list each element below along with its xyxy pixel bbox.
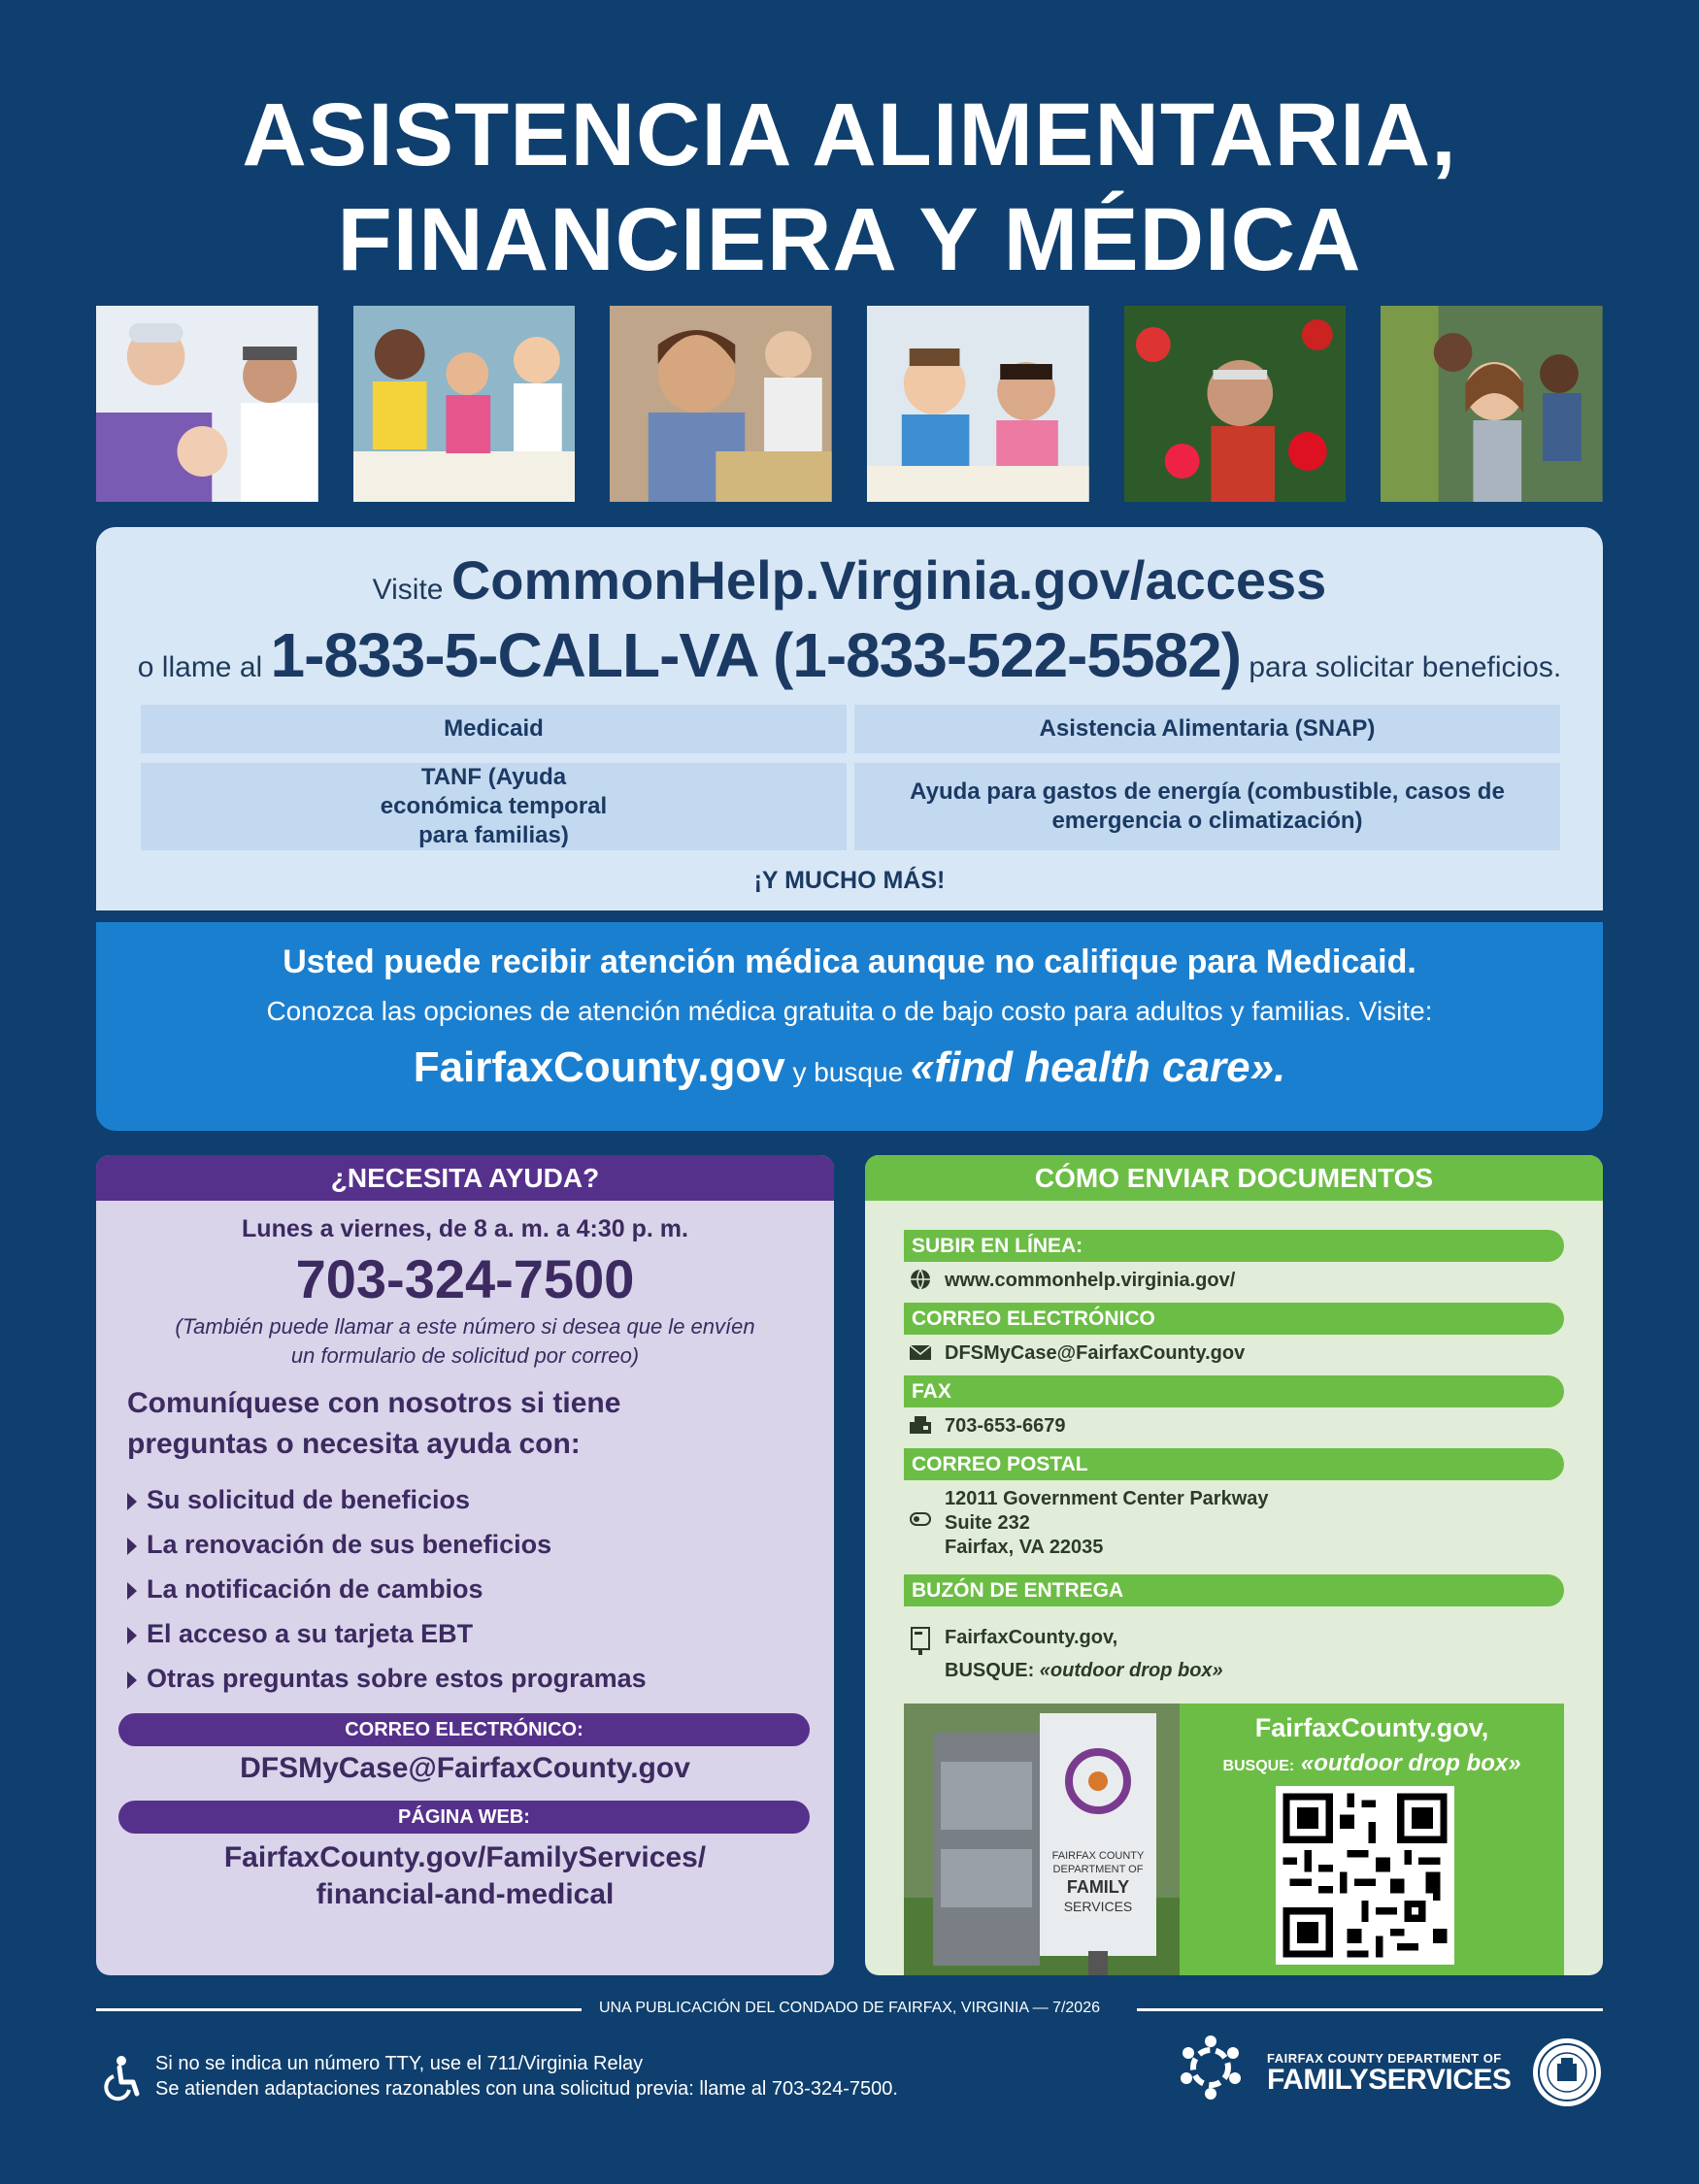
county-seal-icon	[1531, 2036, 1603, 2108]
online-label: SUBIR EN LÍNEA:	[904, 1230, 1564, 1262]
address-line-3: Fairfax, VA 22035	[945, 1537, 1104, 1558]
drop-search-term: «outdoor drop box»	[1039, 1660, 1223, 1681]
help-web-line-1: FairfaxCounty.gov/FamilyServices/	[223, 1841, 707, 1873]
list-item	[127, 1611, 647, 1656]
benefit-medicaid: Medicaid	[141, 705, 847, 753]
qr-code[interactable]	[1276, 1786, 1454, 1965]
page-title	[0, 83, 1699, 292]
sign-line-3: FAMILY	[1066, 1877, 1130, 1897]
tty-note	[155, 2051, 898, 2101]
fax-row	[910, 1414, 1066, 1439]
search-middle-text: y busque	[792, 1057, 904, 1087]
fax-number: 703-653-6679	[945, 1415, 1066, 1437]
help-topic: Su solicitud de beneficios	[147, 1485, 471, 1514]
help-topics-list	[127, 1477, 647, 1701]
help-topic: Otras preguntas sobre estos programas	[147, 1664, 647, 1693]
help-email-label: CORREO ELECTRÓNICO:	[118, 1713, 810, 1746]
address-line-2: Suite 232	[945, 1512, 1030, 1534]
arrow-right-icon	[127, 1582, 137, 1600]
help-web-link[interactable]	[96, 1839, 834, 1913]
call-prefix: o llame al	[137, 651, 263, 683]
fax-label: FAX	[904, 1375, 1564, 1407]
help-note-line-1: (También puede llamar a este número si desea que le envíen	[175, 1314, 755, 1339]
help-topic: La renovación de sus beneficios	[147, 1530, 552, 1559]
mailing-address	[945, 1487, 1269, 1560]
help-contact-line-2: preguntas o necesita ayuda con:	[127, 1428, 581, 1460]
drop-box-row	[910, 1621, 1223, 1687]
drop-box-icon	[910, 1627, 931, 1656]
find-health-care-term: «find health care».	[910, 1043, 1286, 1091]
drop-box-photo	[904, 1704, 1180, 1975]
wheelchair-accessibility-icon	[96, 2055, 143, 2101]
help-email-link[interactable]: DFSMyCase@FairfaxCounty.gov	[240, 1752, 690, 1784]
visit-prefix: Visite	[372, 574, 444, 606]
benefit-snap: Asistencia Alimentaria (SNAP)	[854, 705, 1560, 753]
photo-doctor-baby	[96, 306, 318, 502]
dept-small-text: FAIRFAX COUNTY DEPARTMENT OF	[1267, 2051, 1502, 2066]
qr-search-term: «outdoor drop box»	[1300, 1750, 1521, 1776]
drop-box-promo	[904, 1704, 1564, 1975]
mailbox-icon	[910, 1508, 931, 1530]
title-line-2: FINANCIERA Y MÉDICA	[337, 190, 1362, 289]
docs-email-link[interactable]: DFSMyCase@FairfaxCounty.gov	[945, 1342, 1246, 1364]
need-help-section	[96, 1155, 834, 1975]
list-item	[127, 1522, 647, 1567]
visit-line	[96, 548, 1603, 612]
health-care-link-line	[96, 1043, 1603, 1092]
drop-box-text	[945, 1621, 1223, 1687]
arrow-right-icon	[127, 1493, 137, 1510]
globe-icon	[910, 1269, 931, 1290]
photo-man-flowers	[1124, 306, 1347, 502]
send-documents-section	[865, 1155, 1603, 1975]
docs-email-label: CORREO ELECTRÓNICO	[904, 1303, 1564, 1335]
photo-women-meeting	[353, 306, 576, 502]
drop-busque-label: BUSQUE:	[945, 1660, 1035, 1681]
family-services-logo-icon	[1177, 2034, 1245, 2101]
list-item	[127, 1477, 647, 1522]
apply-phone-number[interactable]: 1-833-5-CALL-VA (1-833-522-5582)	[270, 620, 1242, 690]
list-item	[127, 1567, 647, 1611]
tty-line-1: Si no se indica un número TTY, use el 711/Virginia Relay	[155, 2053, 644, 2074]
call-suffix: para solicitar beneficios.	[1249, 651, 1562, 683]
help-phone-number[interactable]: 703-324-7500	[295, 1248, 635, 1309]
department-logo-text	[1267, 2051, 1511, 2095]
sign-line-1: FAIRFAX COUNTY	[1051, 1850, 1145, 1862]
apply-section	[96, 527, 1603, 910]
envelope-icon	[910, 1341, 931, 1363]
dept-big-text: FAMILYSERVICES	[1267, 2064, 1512, 2096]
photo-family-grocery	[1381, 306, 1603, 502]
list-item	[127, 1656, 647, 1701]
benefit-energy: Ayuda para gastos de energía (combustible, casos de emergencia o climatización)	[854, 763, 1560, 850]
arrow-right-icon	[127, 1671, 137, 1689]
photo-strip	[96, 306, 1603, 502]
photo-children-eating	[867, 306, 1089, 502]
need-help-heading: ¿NECESITA AYUDA?	[96, 1155, 834, 1201]
health-care-title: Usted puede recibir atención médica aunque no califique para Medicaid.	[283, 943, 1416, 980]
title-line-1: ASISTENCIA ALIMENTARIA,	[242, 85, 1457, 184]
help-phone-note	[96, 1312, 834, 1371]
and-much-more: ¡Y MUCHO MÁS!	[753, 867, 946, 894]
fairfax-site-link[interactable]: FairfaxCounty.gov	[413, 1043, 785, 1091]
benefit-tanf: TANF (Ayuda económica temporal para familias)	[141, 763, 847, 850]
fax-icon	[910, 1414, 931, 1436]
help-contact-line-1: Comuníquese con nosotros si tiene	[127, 1387, 621, 1419]
help-note-line-2: un formulario de solicitud por correo)	[290, 1343, 640, 1368]
drop-box-search-line	[945, 1654, 1223, 1687]
help-contact-text	[127, 1383, 807, 1465]
send-documents-heading: CÓMO ENVIAR DOCUMENTOS	[865, 1155, 1603, 1201]
mail-label: CORREO POSTAL	[904, 1448, 1564, 1480]
online-url-link[interactable]: www.commonhelp.virginia.gov/	[945, 1270, 1236, 1291]
help-topic: El acceso a su tarjeta EBT	[147, 1619, 474, 1648]
health-care-section	[96, 922, 1603, 1131]
address-line-1: 12011 Government Center Parkway	[945, 1488, 1269, 1509]
arrow-right-icon	[127, 1627, 137, 1644]
arrow-right-icon	[127, 1538, 137, 1555]
sign-line-2: DEPARTMENT OF	[1052, 1864, 1144, 1875]
commonhelp-link[interactable]: CommonHelp.Virginia.gov/access	[450, 549, 1327, 611]
online-row	[910, 1269, 1235, 1293]
help-web-label: PÁGINA WEB:	[118, 1801, 810, 1834]
publication-note: UNA PUBLICACIÓN DEL CONDADO DE FAIRFAX, VIRGINIA — 7/2026	[599, 2000, 1100, 2016]
qr-search-line	[1180, 1750, 1564, 1777]
office-hours: Lunes a viernes, de 8 a. m. a 4:30 p. m.	[242, 1215, 688, 1242]
qr-busque-label: BUSQUE:	[1222, 1758, 1295, 1774]
call-line	[96, 619, 1603, 691]
mail-row	[910, 1487, 1269, 1560]
photo-woman-smiling	[610, 306, 832, 502]
drop-box-label: BUZÓN DE ENTREGA	[904, 1574, 1564, 1606]
qr-panel	[1180, 1704, 1564, 1975]
sign-line-4: SERVICES	[1063, 1899, 1133, 1914]
health-care-subtitle: Conozca las opciones de atención médica gratuita o de bajo costo para adultos y familias. Visite:	[266, 996, 1433, 1026]
drop-box-site: FairfaxCounty.gov,	[945, 1627, 1118, 1648]
docs-email-row	[910, 1341, 1245, 1366]
tty-line-2: Se atienden adaptaciones razonables con una solicitud previa: llame al 703-324-7500.	[155, 2078, 898, 2100]
help-web-line-2: financial-and-medical	[316, 1878, 615, 1910]
help-topic: La notificación de cambios	[147, 1574, 483, 1604]
qr-site: FairfaxCounty.gov,	[1254, 1713, 1489, 1742]
